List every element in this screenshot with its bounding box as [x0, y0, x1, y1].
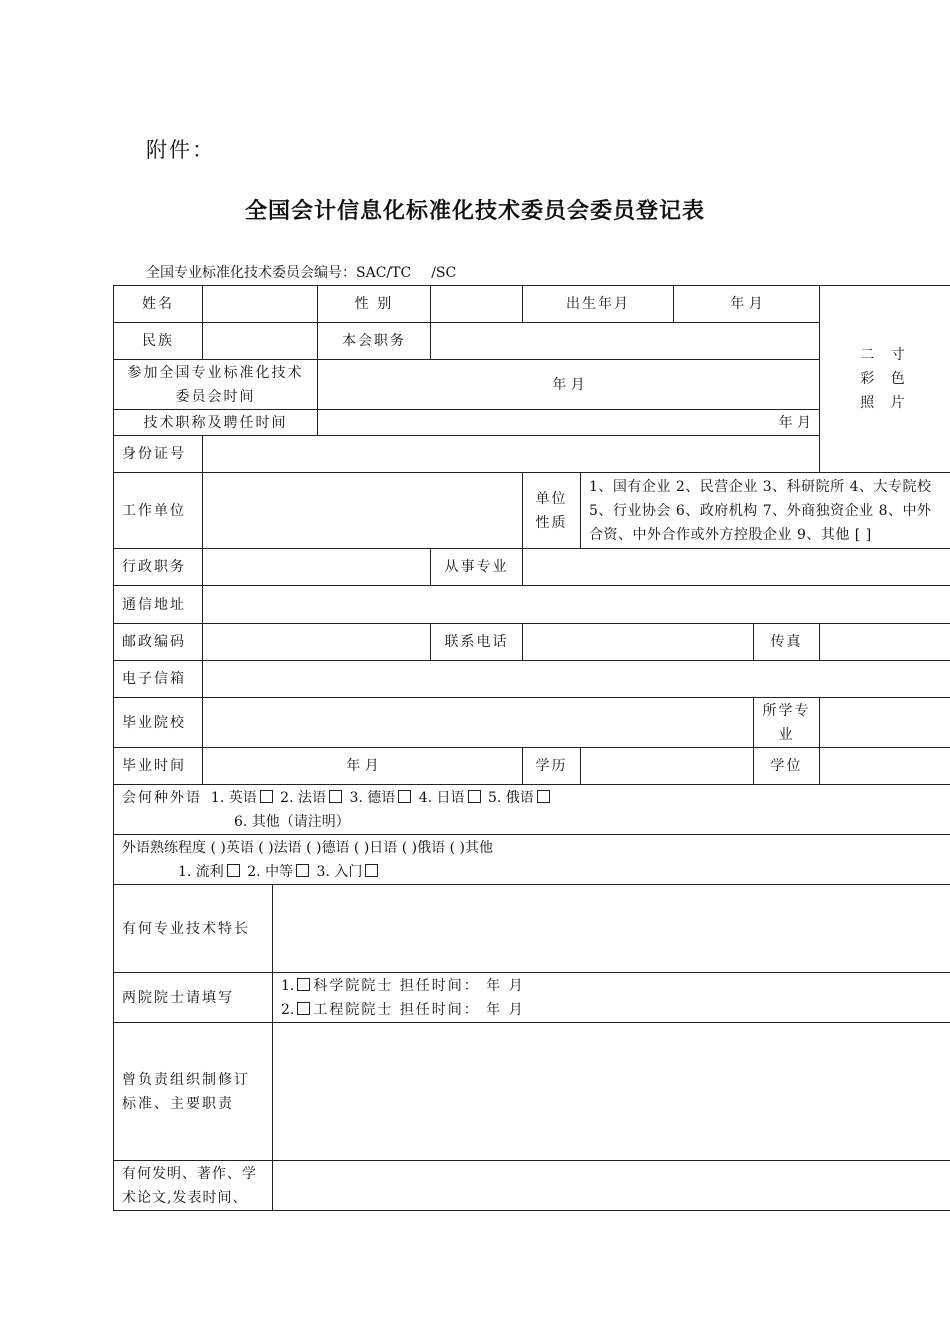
prof-medium: 2. 中等 — [247, 863, 294, 880]
join-time-label-line-1: 参加全国专业标准化技术 — [127, 364, 304, 381]
work-unit-label: 工作单位 — [114, 473, 203, 549]
form-row-languages — [114, 785, 950, 835]
lang-german-checkbox[interactable] — [398, 790, 411, 803]
lang-japanese: 4. 日语 — [418, 789, 465, 806]
specialty-label: 从事专业 — [431, 549, 523, 586]
photo-line-2: 彩 色 — [860, 371, 911, 387]
prof-fluent-checkbox[interactable] — [227, 864, 240, 877]
lang-french: 2. 法语 — [280, 789, 326, 806]
form-row-work-unit — [114, 473, 950, 549]
email-field[interactable] — [203, 661, 950, 698]
unit-nature-label-line-2: 性质 — [535, 514, 568, 531]
registration-form-table — [113, 285, 950, 1211]
address-label: 通信地址 — [114, 586, 203, 624]
degree-label: 学位 — [754, 748, 820, 785]
academician-science-checkbox[interactable] — [297, 978, 310, 991]
form-row-standards — [114, 1023, 950, 1161]
ethnicity-field[interactable] — [203, 323, 318, 360]
standards-field[interactable] — [273, 1023, 950, 1161]
form-row-address — [114, 586, 950, 624]
prof-beginner: 3. 入门 — [316, 863, 363, 880]
form-row-email — [114, 661, 950, 698]
expertise-field[interactable] — [273, 885, 950, 973]
prof-fluent: 1. 流利 — [178, 863, 224, 880]
name-label: 姓名 — [114, 286, 203, 323]
languages-line-2 — [122, 810, 943, 834]
grad-time-field[interactable]: 年 月 — [203, 748, 523, 785]
admin-position-field[interactable] — [203, 549, 431, 586]
gender-field[interactable] — [431, 286, 523, 323]
inventions-label-line-1: 有何发明、著作、学 — [122, 1165, 257, 1182]
academician-engineering-num: 2. — [281, 1001, 295, 1018]
proficiency-cell — [114, 835, 950, 885]
form-row-admin — [114, 549, 950, 586]
birth-date-field[interactable]: 年 月 — [674, 286, 820, 323]
academician-science-text: 科学院院士 担任时间： 年 月 — [313, 977, 525, 994]
postcode-label: 邮政编码 — [114, 624, 203, 661]
inventions-label-line-2: 术论文,发表时间、 — [122, 1189, 248, 1206]
fax-label: 传真 — [754, 624, 820, 661]
grad-time-label: 毕业时间 — [114, 748, 203, 785]
fax-field[interactable] — [820, 624, 950, 661]
committee-position-field[interactable] — [431, 323, 820, 360]
languages-cell — [114, 785, 950, 835]
photo-box[interactable] — [820, 286, 950, 473]
id-number-field[interactable] — [203, 436, 820, 473]
lang-japanese-checkbox[interactable] — [468, 790, 481, 803]
education-field[interactable] — [581, 748, 754, 785]
lang-german: 3. 德语 — [349, 789, 396, 806]
tech-title-label: 技术职称及聘任时间 — [114, 410, 318, 436]
standards-label — [114, 1023, 273, 1161]
postcode-field[interactable] — [203, 624, 431, 661]
lang-english-checkbox[interactable] — [260, 790, 273, 803]
academician-cell — [273, 973, 950, 1023]
form-row-academician — [114, 973, 950, 1023]
ethnicity-label: 民族 — [114, 323, 203, 360]
standards-label-line-1: 曾负责组织制修订 — [122, 1071, 250, 1088]
address-field[interactable] — [203, 586, 950, 624]
form-row-graduation — [114, 748, 950, 785]
tech-title-field[interactable]: 年 月 — [318, 410, 820, 436]
inventions-field[interactable] — [273, 1161, 950, 1211]
languages-line-1 — [122, 786, 943, 810]
academician-science-num: 1. — [281, 977, 295, 994]
form-row-inventions — [114, 1161, 950, 1211]
academician-science-line — [281, 974, 943, 998]
form-row-proficiency — [114, 835, 950, 885]
email-label: 电子信箱 — [114, 661, 203, 698]
school-field[interactable] — [203, 698, 754, 748]
academician-label: 两院院士请填写 — [114, 973, 273, 1023]
photo-line-1: 二 寸 — [860, 347, 911, 363]
lang-russian-checkbox[interactable] — [537, 790, 550, 803]
birth-date-label: 出生年月 — [523, 286, 674, 323]
proficiency-line: 外语熟练程度 ( )英语 ( )法语 ( )德语 ( )日语 ( )俄语 ( )其他 — [122, 839, 493, 856]
name-field[interactable] — [203, 286, 318, 323]
unit-nature-options-line-2: 5、行业协会 6、政府机构 7、外商独资企业 8、中外 — [589, 502, 932, 519]
page-title: 全国会计信息化标准化技术委员会委员登记表 — [244, 198, 705, 224]
academician-engineering-line — [281, 998, 943, 1022]
committee-position-label: 本会职务 — [318, 323, 431, 360]
join-time-label-line-2: 委员会时间 — [175, 388, 256, 405]
unit-nature-options-line-3: 合资、中外合作或外方控股企业 9、其他 [ ] — [589, 526, 872, 543]
committee-code-line — [146, 262, 456, 282]
expertise-label: 有何专业技术特长 — [114, 885, 273, 973]
major-field[interactable] — [820, 698, 950, 748]
committee-code-label: 全国专业标准化技术委员会编号：SAC/TC — [146, 265, 412, 281]
academician-engineering-text: 工程院院士 担任时间： 年 月 — [313, 1001, 525, 1018]
degree-field[interactable] — [820, 748, 950, 785]
lang-english: 1. 英语 — [210, 789, 257, 806]
id-number-label: 身份证号 — [114, 436, 203, 473]
major-label-line-2: 业 — [778, 726, 795, 743]
unit-nature-options[interactable] — [581, 473, 950, 549]
phone-field[interactable] — [523, 624, 754, 661]
school-label: 毕业院校 — [114, 698, 203, 748]
form-row-name — [114, 286, 950, 323]
major-label — [754, 698, 820, 748]
join-time-label — [114, 360, 318, 410]
prof-beginner-checkbox[interactable] — [365, 864, 378, 877]
major-label-line-1: 所学专 — [762, 702, 811, 719]
lang-other: 6. 其他（请注明） — [234, 813, 350, 830]
gender-label: 性 别 — [318, 286, 431, 323]
attachment-label: 附件： — [146, 138, 215, 162]
languages-label: 会何种外语 — [122, 789, 202, 806]
lang-russian: 5. 俄语 — [487, 789, 534, 806]
work-unit-field[interactable] — [203, 473, 523, 549]
unit-nature-label — [523, 473, 581, 549]
unit-nature-label-line-1: 单位 — [535, 490, 568, 507]
form-row-school — [114, 698, 950, 748]
photo-line-3: 照 片 — [860, 395, 911, 411]
form-row-expertise — [114, 885, 950, 973]
admin-position-label: 行政职务 — [114, 549, 203, 586]
education-label: 学历 — [523, 748, 581, 785]
join-time-field[interactable]: 年 月 — [318, 360, 820, 410]
academician-engineering-checkbox[interactable] — [297, 1002, 310, 1015]
standards-label-line-2: 标准、主要职责 — [122, 1095, 234, 1112]
phone-label: 联系电话 — [431, 624, 523, 661]
inventions-label — [114, 1161, 273, 1211]
committee-code-suffix: /SC — [431, 265, 457, 281]
unit-nature-options-line-1: 1、国有企业 2、民营企业 3、科研院所 4、大专院校 — [589, 478, 932, 495]
prof-medium-checkbox[interactable] — [296, 864, 309, 877]
form-row-postcode — [114, 624, 950, 661]
specialty-field[interactable] — [523, 549, 950, 586]
proficiency-levels — [122, 860, 943, 884]
lang-french-checkbox[interactable] — [329, 790, 342, 803]
